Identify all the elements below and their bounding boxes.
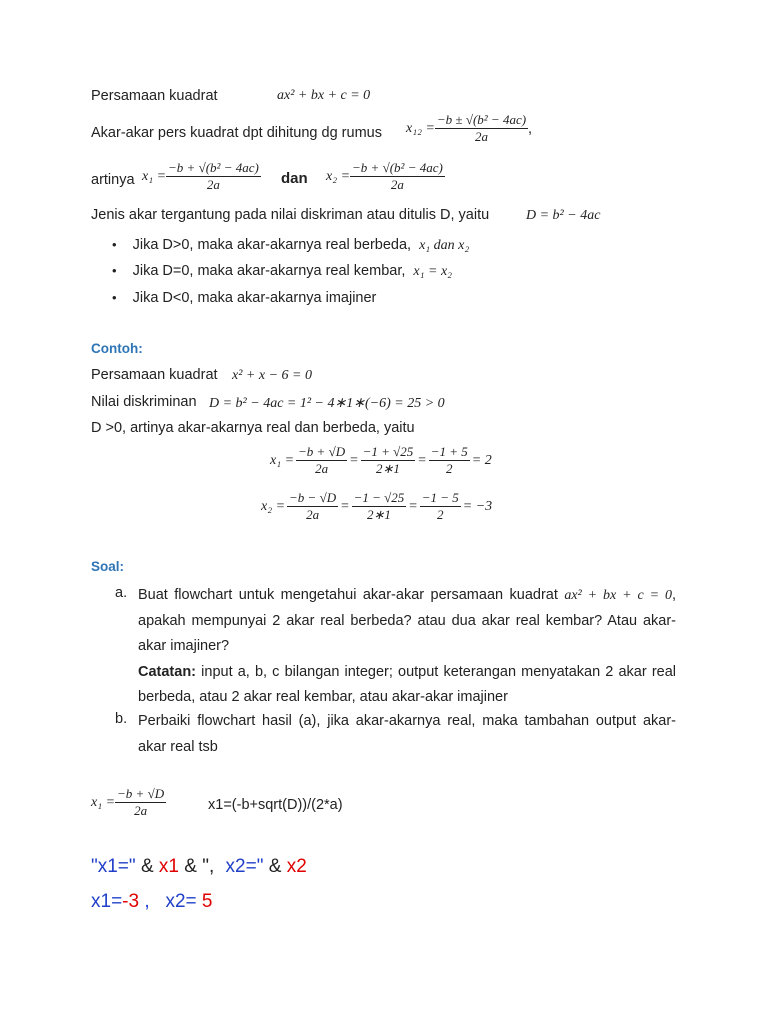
result-x2-label: , x2= bbox=[139, 891, 197, 912]
x1-denominator: 2a bbox=[206, 177, 220, 192]
soal-a-text-2: , apakah mempunyai 2 akar real berbeda? atau dua akar real kembar? Atau akar-akar imajiner? bbox=[138, 587, 677, 654]
frac-numerator: −1 − √25 bbox=[353, 490, 405, 505]
x2-numerator: −b + √(b² − 4ac) bbox=[352, 160, 443, 175]
soal-a-text bbox=[138, 583, 676, 711]
bullet-text: Jika D>0, maka akar-akarnya real berbeda, bbox=[132, 237, 412, 253]
bullet-dot-icon: • bbox=[112, 290, 117, 305]
x2-lhs: x₂ = bbox=[261, 498, 286, 514]
soal-heading: Soal: bbox=[91, 559, 125, 574]
frac-numerator: −b + √D bbox=[298, 444, 346, 459]
soal-a-equation: ax² + bx + c = 0 bbox=[564, 588, 672, 603]
x1-lhs: x₁ = bbox=[270, 452, 295, 468]
dan-label: dan bbox=[281, 170, 308, 187]
x2-frac-3 bbox=[420, 490, 461, 523]
x1-frac-1 bbox=[296, 444, 347, 477]
equals-sign: = bbox=[408, 498, 418, 514]
formula-fraction bbox=[435, 112, 528, 145]
intro-label-1: Persamaan kuadrat bbox=[91, 88, 218, 104]
x2-denominator: 2a bbox=[390, 177, 404, 192]
formula-numerator: −b ± √(b² − 4ac) bbox=[436, 112, 527, 127]
frac-numerator: −1 + √25 bbox=[362, 444, 414, 459]
formula-lhs: x₁₂ = bbox=[406, 120, 435, 136]
x2-result: = −3 bbox=[462, 498, 493, 514]
result-x1-label: x1= bbox=[91, 891, 123, 912]
frac-denominator: 2 bbox=[436, 507, 444, 522]
soal-a-label: a. bbox=[115, 585, 128, 601]
bullet-text: Jika D=0, maka akar-akarnya real kembar, bbox=[132, 263, 406, 279]
bullet-dot-icon: • bbox=[112, 263, 117, 278]
output-x2-var: x2 bbox=[286, 856, 307, 877]
discriminant-text: Jenis akar tergantung pada nilai diskriman atau ditulis D, yaitu bbox=[91, 207, 490, 223]
soal-b-text: Perbaiki flowchart hasil (a), jika akar-akarnya real, maka tambahan output akar-akar real tsb bbox=[138, 713, 676, 755]
formula-denominator: 2a bbox=[474, 129, 488, 144]
output-expression bbox=[91, 856, 307, 878]
frac-numerator: −b − √D bbox=[289, 490, 337, 505]
bullet-math: x₁ = x₂ bbox=[413, 264, 453, 279]
x1-lhs: x₁ = bbox=[142, 168, 167, 184]
result-x2-value: 5 bbox=[201, 891, 213, 912]
result-x1-value: -3 bbox=[122, 891, 140, 912]
x2-frac-1 bbox=[287, 490, 338, 523]
contoh-x2-computation bbox=[261, 490, 492, 523]
frac-denominator: 2∗1 bbox=[375, 461, 400, 476]
soal-b-label: b. bbox=[115, 711, 128, 727]
output-ampersand-string: & ", bbox=[184, 856, 215, 877]
x2-frac-2 bbox=[352, 490, 407, 523]
catatan-text: input a, b, c bilangan integer; output keterangan menyatakan 2 akar real berbeda, atau 2 akar real kembar, atau akar-akar imajiner bbox=[138, 663, 676, 705]
intro-formula-text: Akar-akar pers kuadrat dpt dihitung dg rumus bbox=[91, 125, 382, 141]
contoh-label-1: Persamaan kuadrat bbox=[91, 367, 218, 383]
output-ampersand: & bbox=[140, 856, 154, 877]
formula-comma: , bbox=[528, 120, 533, 137]
bullet-item bbox=[112, 290, 376, 306]
contoh-discriminant: D = b² − 4ac = 1² − 4∗1∗(−6) = 25 > 0 bbox=[209, 396, 445, 411]
catatan-label: Catatan: bbox=[138, 663, 197, 680]
quadratic-equation: ax² + bx + c = 0 bbox=[277, 88, 371, 103]
equals-sign: = bbox=[417, 452, 427, 468]
bullet-math: x₁ dan x₂ bbox=[419, 238, 470, 253]
x1-fraction bbox=[166, 160, 261, 193]
x1-frac-3 bbox=[429, 444, 470, 477]
frac-denominator: 2a bbox=[134, 803, 148, 818]
bullet-item bbox=[112, 237, 469, 254]
x1-formula bbox=[142, 160, 261, 193]
x2-lhs: x₂ = bbox=[326, 168, 351, 184]
x1-numerator: −b + √(b² − 4ac) bbox=[168, 160, 259, 175]
frac-denominator: 2 bbox=[445, 461, 453, 476]
contoh-text-3: D >0, artinya akar-akarnya real dan berbeda, yaitu bbox=[91, 420, 415, 436]
contoh-x1-computation bbox=[270, 444, 492, 477]
artinya-label: artinya bbox=[91, 172, 135, 188]
soal-a-text-1: Buat flowchart untuk mengetahui akar-akar persamaan kuadrat bbox=[138, 587, 558, 603]
contoh-equation: x² + x − 6 = 0 bbox=[232, 368, 312, 383]
frac-denominator: 2∗1 bbox=[366, 507, 391, 522]
bullet-item bbox=[112, 263, 452, 280]
output-x2-string: x2=" bbox=[225, 856, 264, 877]
equals-sign: = bbox=[349, 452, 359, 468]
frac-numerator: −b + √D bbox=[117, 786, 165, 801]
bullet-text: Jika D<0, maka akar-akarnya imajiner bbox=[132, 290, 377, 306]
output-x1-string: "x1=" bbox=[91, 856, 136, 877]
frac-denominator: 2a bbox=[306, 507, 320, 522]
quadratic-formula bbox=[406, 112, 532, 145]
discriminant-formula: D = b² − 4ac bbox=[526, 208, 601, 223]
x1-lhs: x₁ = bbox=[91, 794, 116, 810]
frac-numerator: −1 − 5 bbox=[421, 490, 459, 505]
frac-numerator: −1 + 5 bbox=[430, 444, 468, 459]
x1-formula-final bbox=[91, 786, 166, 819]
output-x1-var: x1 bbox=[158, 856, 179, 877]
output-result bbox=[91, 891, 213, 913]
output-ampersand: & bbox=[268, 856, 282, 877]
x1-frac-2 bbox=[361, 444, 416, 477]
x1-final-fraction bbox=[115, 786, 166, 819]
x2-formula bbox=[326, 160, 445, 193]
x2-fraction bbox=[350, 160, 445, 193]
frac-denominator: 2a bbox=[315, 461, 329, 476]
contoh-heading: Contoh: bbox=[91, 341, 143, 356]
contoh-label-2: Nilai diskriminan bbox=[91, 394, 197, 410]
x1-code-expression: x1=(-b+sqrt(D))/(2*a) bbox=[208, 797, 343, 813]
bullet-dot-icon: • bbox=[112, 237, 117, 252]
x1-result: = 2 bbox=[471, 452, 492, 468]
equals-sign: = bbox=[340, 498, 350, 514]
